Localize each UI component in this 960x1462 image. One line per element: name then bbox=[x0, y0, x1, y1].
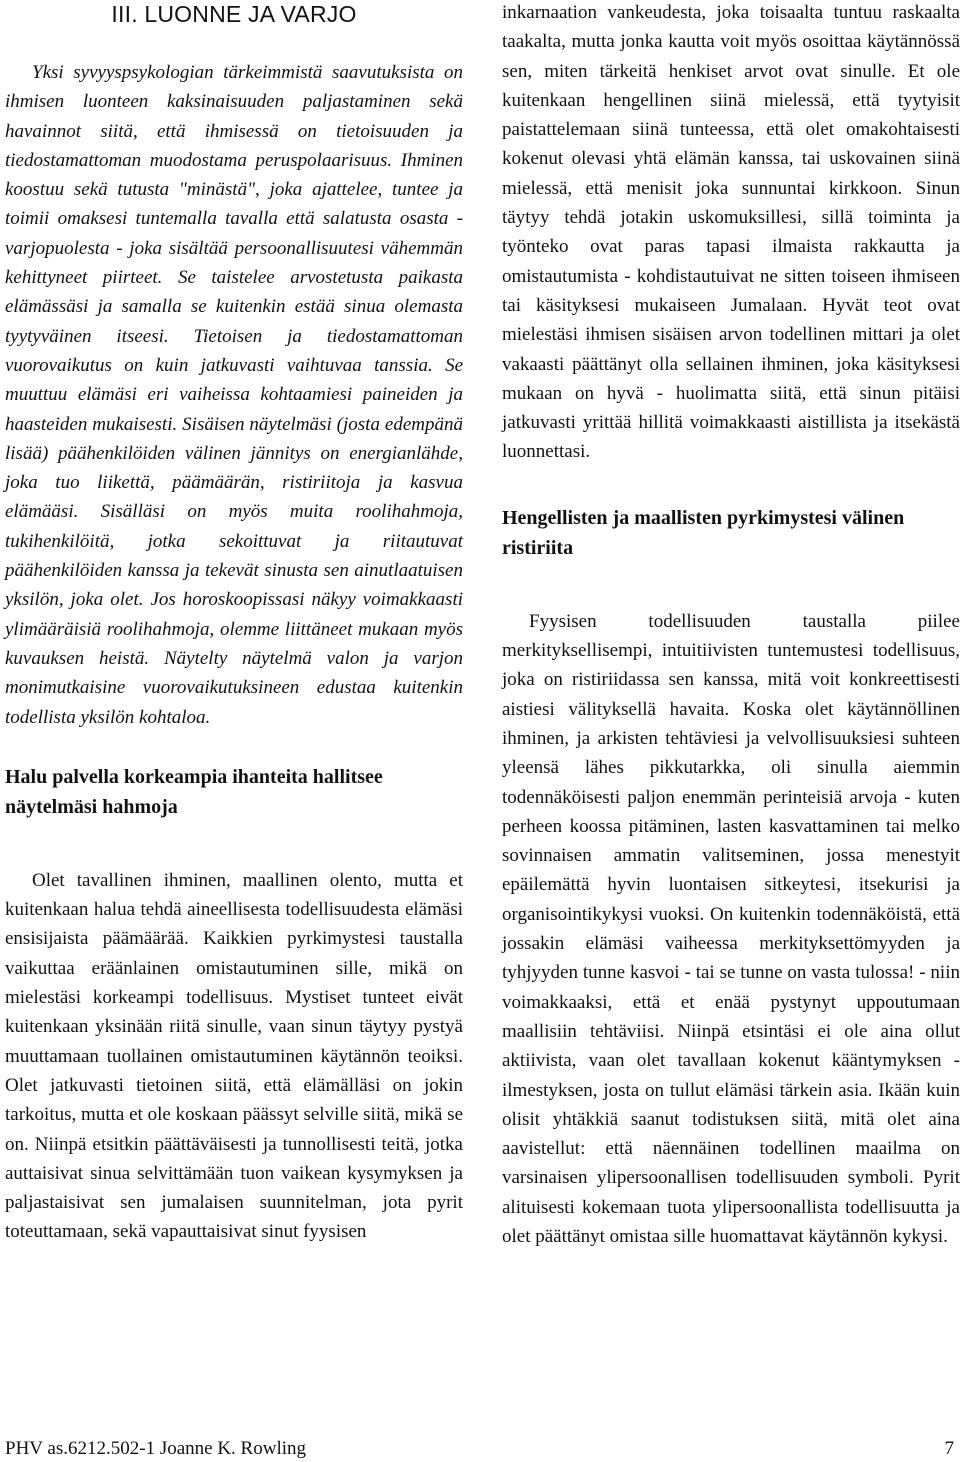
section-heading-conflict: Hengellisten ja maallisten pyrkimystesi välinen ristiriita bbox=[502, 506, 905, 559]
conflict-paragraph: Fyysisen todellisuuden taustalla piilee merkityksellisempi, intuitiivisten tuntemustesi todellisuus, joka on ristiriidassa sen kanssa, mitä voit konkreettisesti aistiesi välityksellä havaita. Koska olet käytännöllinen ihminen, ja arkisten tehtäviesi ja velvollisuuksiesi suhteen yleensä lähes pikkutarkka, oli sinulla aiemmin todennäköisesti paljon enemmän perinteisiä arvoja - kuten perheen koossa pitäminen, lasten kasvattaminen tai melko sovinnaisen ammatin valitseminen, jossa menestyit epäilemättä hyvin luontaisen sitkeytesi, itsekurisi ja organisointikykysi vuoksi. On kuitenkin todennäköistä, että jossakin elämäsi vaiheessa merkityksettömyyden ja tyhjyyden tunne kasvoi - tai se tunne on vasta tulossa! - niin voimakkaaksi, että et enää pystynyt uppoutumaan maallisiin tehtäviisi. Niinpä etsintäsi ei ole aina ollut aktiivista, vaan olet tavallaan kokenut kääntymyksen - ilmestyksen, josta on tullut elämäsi tärkein asia. Ikään kuin olisit yhtäkkiä saanut todistuksen siitä, mitä olet aina aavistellut: että näennäinen todellinen maailma on varsinaisen ylipersoonallisen todellisuuden symboli. Pyrit alituisesti kokemaan tuota ylipersoonallista todellisuutta ja olet päättänyt omistaa sille huomattavat käytännön kykysi. bbox=[502, 610, 960, 1247]
left-column bbox=[5, 0, 463, 1247]
ideals-paragraph: Olet tavallinen ihminen, maallinen olento, mutta et kuitenkaan halua tehdä aineellisesta todellisuudesta elämäsi ensisijaista päämäärää. Kaikkien pyrkimystesi taustalla vaikuttaa eräänlainen omistautuminen sille, mikä on mielestäsi korkeampi todellisuus. Mystiset tunteet eivät kuitenkaan yksinään riitä sinulle, vaan sinun täytyy pystyä muuttamaan tuollainen omistautuminen käytännön teoiksi. Olet jatkuvasti tietoinen siitä, että elämälläsi on jokin tarkoitus, mutta et ole koskaan päässyt selville siitä, mikä se on. Niinpä etsitkin päättäväisesti ja tunnollisesti teitä, jotka auttaisivat sinua selvittämään tuon vaikean kysymyksen ja paljastaisivat sen jumalaisen suunnitelman, jota pyrit toteuttamaan, sekä vapauttaisivat sinut fyysisen bbox=[5, 869, 463, 1243]
chapter-title: III. LUONNE JA VARJO bbox=[111, 1, 357, 27]
footer-reference: PHV as.6212.502-1 Joanne K. Rowling bbox=[5, 1438, 307, 1459]
section-heading-ideals: Halu palvella korkeampia ihanteita hallitsee näytelmäsi hahmoja bbox=[5, 765, 383, 818]
page-number: 7 bbox=[944, 1438, 954, 1459]
continued-paragraph: inkarnaation vankeudesta, joka toisaalta tuntuu raskaalta taakalta, mutta jonka kautta voit myös osoittaa käytännössä sen, miten tärkeitä henkiset arvot ovat sinulle. Et ole kuitenkaan hengellinen siinä mielessä, että tyytyisit paistattelemaan siinä tunteessa, että olet omakohtaisesti kokenut olevasi yhtä elämän kanssa, tai uskovainen siinä mielessä, että menisit joka sunnuntai kirkkoon. Sinun täytyy tehdä jotakin uskomuksillesi, sillä toiminta ja työnteko ovat paras tapasi ilmaista rakkautta ja omistautumista - kohdistautuivat ne sitten toiseen ihmiseen tai käsityksesi mukaiseen Jumalaan. Hyvät teot ovat mielestäsi ihmisen sisäisen arvon todellinen mittari ja olet vakaasti päättänyt olla sellainen ihminen, joka käsityksesi mukaan on hyvä - huolimatta siitä, että sinun pitäisi jatkuvasti yrittää hillitä voimakkaasti aistillista ja itsekästä luonnettasi. bbox=[502, 2, 960, 463]
right-column bbox=[502, 0, 960, 1251]
intro-paragraph: Yksi syvyyspsykologian tärkeimmistä saavutuksista on ihmisen luonteen kaksinaisuuden paljastaminen sekä havainnot siitä, että ihmisessä on tietoisuuden ja tiedostamattoman muodostama peruspolaarisuus. Ihminen koostuu sekä tutusta "minästä", joka ajattelee, tuntee ja toimii omaksesi tuntemalla tavalla että salatusta osasta - varjopuolesta - joka sisältää persoonallisuutesi vähemmän kehittyneet piirteet. Se taistelee arvostetusta paikasta elämässäsi ja samalla se kuitenkin estää sinua olemasta tyytyväinen itseesi. Tietoisen ja tiedostamattoman vuorovaikutus on kuin jatkuvasti vaihtuvaa tanssia. Se muuttuu elämäsi eri vaiheissa kohtaamiesi paineiden ja haasteiden mukaisesti. Sisäisen näytelmäsi (josta edempänä lisää) päähenkilöiden välinen jännitys on energianlähde, joka tuo liikettä, päämäärän, ristiriitoja ja kasvua elämääsi. Sisälläsi on myös muita roolihahmoja, tukihenkilöitä, jotka sekoittuvat ja riitautuvat päähenkilöiden kanssa ja tekevät sinusta sen ainutlaatuisen yksilön, joka olet. Jos horoskoopissasi näkyy voimakkaasti ylimääräisiä roolihahmoja, olemme liittäneet mukaan myös kuvauksen heistä. Näytelty näytelmä valon ja varjon monimutkaisine vuorovaikutuksineen edustaa kuitenkin todellista yksilön kohtaloa. bbox=[5, 62, 463, 728]
